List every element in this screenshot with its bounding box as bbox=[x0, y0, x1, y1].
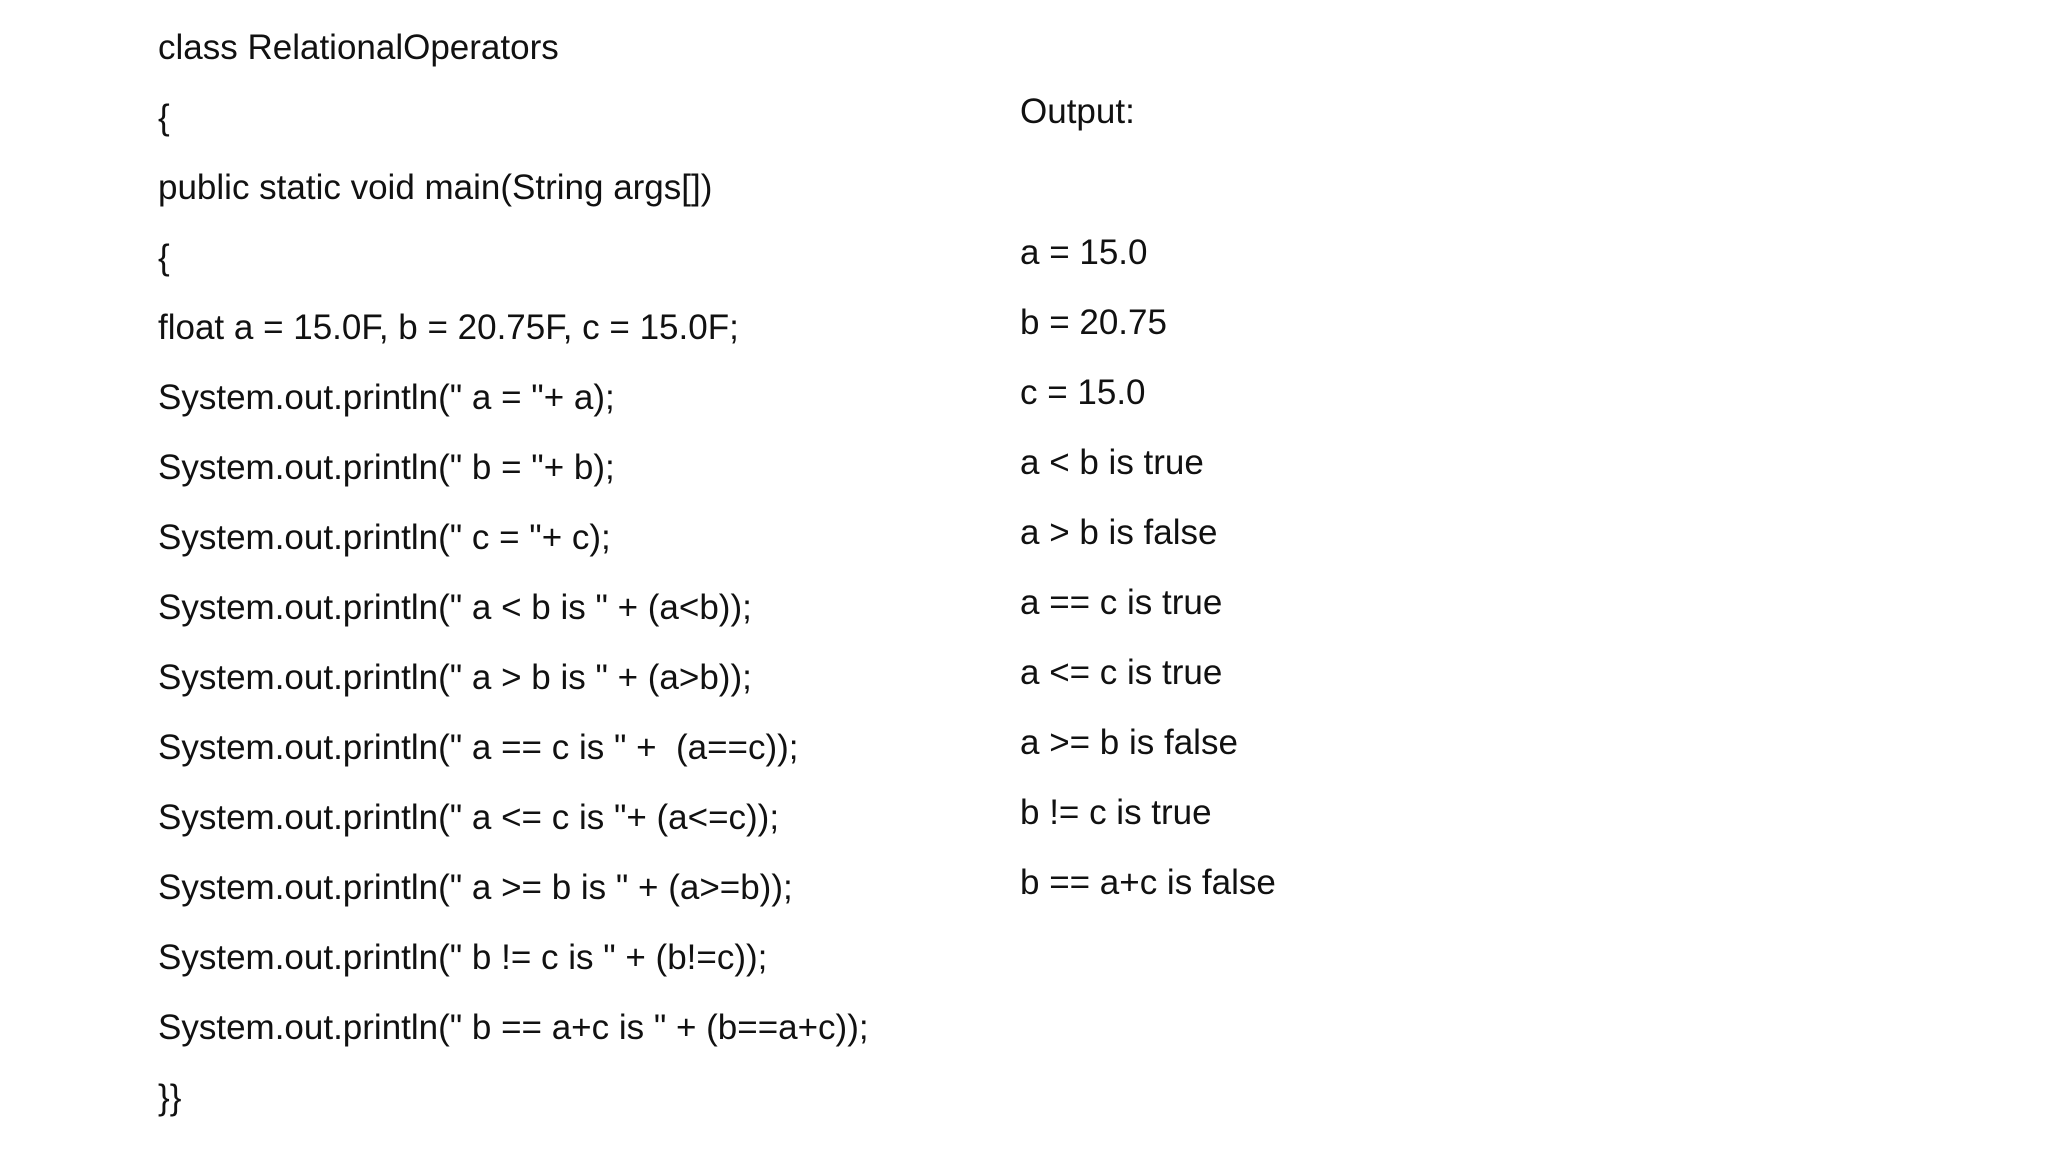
code-line-print-a-gt-b: System.out.println(" a > b is " + (a>b)); bbox=[158, 658, 752, 697]
code-line-open-brace-main: { bbox=[158, 238, 170, 277]
output-line-a-le-c: a <= c is true bbox=[1020, 653, 1223, 692]
code-line-print-a-ge-b: System.out.println(" a >= b is " + (a>=b)); bbox=[158, 868, 793, 907]
output-line-b-ne-c: b != c is true bbox=[1020, 793, 1212, 832]
output-heading: Output: bbox=[1020, 92, 1135, 131]
output-line-a-lt-b: a < b is true bbox=[1020, 443, 1204, 482]
code-line-print-c: System.out.println(" c = "+ c); bbox=[158, 518, 611, 557]
code-line-print-a-eq-c: System.out.println(" a == c is " + (a==c)); bbox=[158, 728, 799, 767]
output-line-a: a = 15.0 bbox=[1020, 233, 1148, 272]
output-panel bbox=[1020, 0, 1720, 1152]
code-line-print-a-le-c: System.out.println(" a <= c is "+ (a<=c)); bbox=[158, 798, 780, 837]
output-line-a-ge-b: a >= b is false bbox=[1020, 723, 1238, 762]
code-line-print-b: System.out.println(" b = "+ b); bbox=[158, 448, 615, 487]
code-line-class-declaration: class RelationalOperators bbox=[158, 28, 559, 67]
code-line-print-b-ne-c: System.out.println(" b != c is " + (b!=c)); bbox=[158, 938, 768, 977]
output-line-a-eq-c: a == c is true bbox=[1020, 583, 1223, 622]
code-line-print-b-eq-a-plus-c: System.out.println(" b == a+c is " + (b==a+c)); bbox=[158, 1008, 869, 1047]
output-line-a-gt-b: a > b is false bbox=[1020, 513, 1218, 552]
code-line-float-declaration: float a = 15.0F, b = 20.75F, c = 15.0F; bbox=[158, 308, 739, 347]
code-line-open-brace: { bbox=[158, 98, 170, 137]
output-line-b: b = 20.75 bbox=[1020, 303, 1167, 342]
output-line-c: c = 15.0 bbox=[1020, 373, 1146, 412]
code-listing bbox=[158, 23, 1058, 1133]
code-line-main-signature: public static void main(String args[]) bbox=[158, 168, 713, 207]
code-line-print-a-lt-b: System.out.println(" a < b is " + (a<b)); bbox=[158, 588, 752, 627]
output-line-b-eq-a-plus-c: b == a+c is false bbox=[1020, 863, 1276, 902]
code-line-print-a: System.out.println(" a = "+ a); bbox=[158, 378, 615, 417]
code-line-close-braces: }} bbox=[158, 1078, 182, 1117]
